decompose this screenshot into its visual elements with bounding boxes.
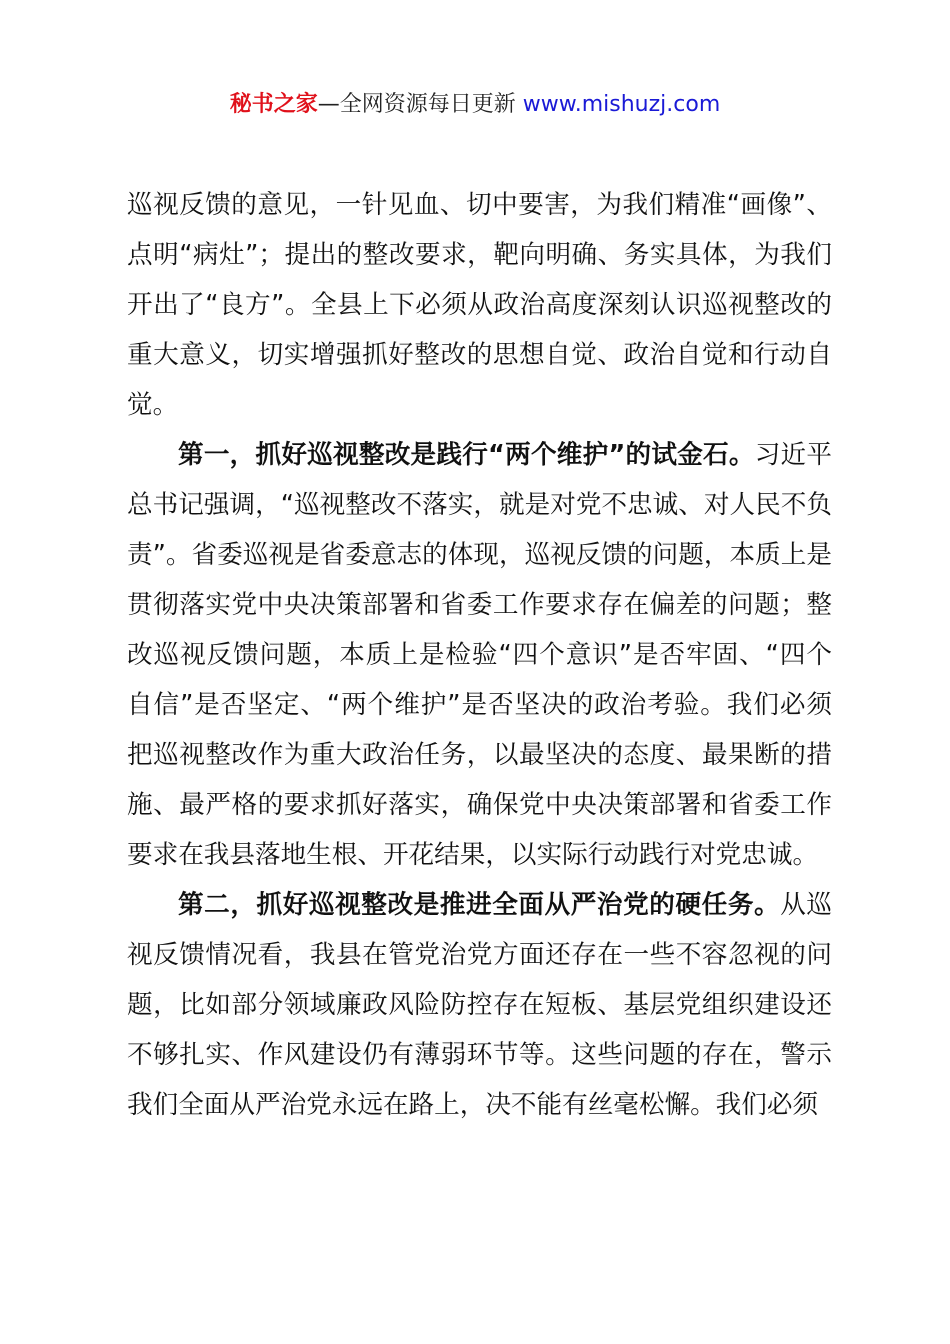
paragraph-lead-heading: 第二，抓好巡视整改是推进全面从严治党的硬任务。: [178, 890, 781, 920]
site-url-link[interactable]: www.mishuzj.com: [522, 92, 721, 117]
paragraph-second-point: [127, 880, 832, 1130]
paragraph-text: 从巡视反馈情况看，我县在管党治党方面还存在一些不容忽视的问题，比如部分领域廉政风险防控存在短板、基层党组织建设还不够扎实、作风建设仍有薄弱环节等。这些问题的存在，警示我们全面从严治党永远在路上，决不能有丝毫松懈。我们必须: [127, 890, 832, 1120]
paragraph-first-point: [127, 430, 832, 880]
header-tagline: —全网资源每日更新: [317, 92, 523, 117]
brand-name: 秘书之家: [229, 92, 318, 117]
paragraph-text: 习近平总书记强调，“巡视整改不落实，就是对党不忠诚、对人民不负责”。省委巡视是省委意志的体现，巡视反馈的问题，本质上是贯彻落实党中央决策部署和省委工作要求存在偏差的问题；整改巡视反馈问题，本质上是检验“四个意识”是否牢固、“四个自信”是否坚定、“两个维护”是否坚决的政治考验。我们必须把巡视整改作为重大政治任务，以最坚决的态度、最果断的措施、最严格的要求抓好落实，确保党中央决策部署和省委工作要求在我县落地生根、开花结果，以实际行动践行对党忠诚。: [127, 440, 832, 870]
paragraph-intro: [127, 180, 832, 430]
paragraph-text: 巡视反馈的意见，一针见血、切中要害，为我们精准“画像”、点明“病灶”；提出的整改要求，靶向明确、务实具体，为我们开出了“良方”。全县上下必须从政治高度深刻认识巡视整改的重大意义，切实增强抓好整改的思想自觉、政治自觉和行动自觉。: [127, 190, 832, 420]
paragraph-lead-heading: 第一，抓好巡视整改是践行“两个维护”的试金石。: [178, 440, 755, 470]
document-body: [127, 180, 832, 1130]
site-header: [0, 88, 950, 122]
